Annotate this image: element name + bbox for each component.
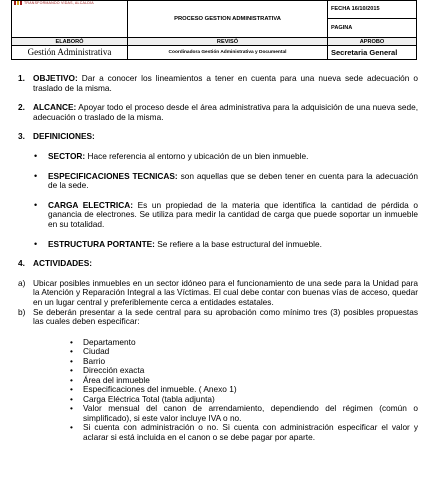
reviso-value: Coordinadora Gestión Administrativa y Documental xyxy=(128,46,328,60)
organization-logo xyxy=(12,1,127,37)
definition-term: ESTRUCTURA PORTANTE: xyxy=(48,238,155,249)
definitions-list xyxy=(34,152,418,249)
alcance-label: ALCANCE: xyxy=(33,102,77,113)
bullet: • xyxy=(34,150,38,161)
activity-letter: b) xyxy=(18,306,26,317)
objetivo-label: OBJETIVO: xyxy=(33,73,78,83)
section-number: 4. xyxy=(18,258,25,269)
bullet: • xyxy=(70,374,73,385)
bullet: • xyxy=(34,238,38,249)
bullet: • xyxy=(70,393,73,404)
reviso-header: REVISÓ xyxy=(128,38,328,46)
list-item-text: Barrio xyxy=(83,355,106,366)
objetivo-section xyxy=(18,74,418,93)
page-field: PAGINA xyxy=(328,18,417,37)
definition-text: Es un propiedad de la materia que identifica la cantidad de pérdida o ganancia de electrones. Se utiliza para medir la cantidad de carga que puede soportar un inmueble en su totalidad. xyxy=(48,199,418,229)
list-item-text: Dirección exacta xyxy=(83,365,145,376)
list-item-text: Valor mensual del canon de arrendamiento, dependiendo del régimen (común o simplificado), si este valor incluye IVA o no. xyxy=(83,403,418,423)
definition-term: SECTOR: xyxy=(48,150,86,161)
list-item xyxy=(70,347,418,357)
bullet: • xyxy=(70,336,73,347)
section-number: 3. xyxy=(18,131,25,142)
activity-item xyxy=(18,308,418,327)
definition-item xyxy=(34,201,418,230)
activity-text: Ubicar posibles inmuebles en un sector idóneo para el funcionamiento de una sede para la Unidad para la Atención y Reparación Integral a las Víctimas. El cual debe contar con buenas vías de acceso, quedar en un lugar central y preferiblemente cerca a entidades estatales. xyxy=(33,277,418,307)
section-number: 2. xyxy=(18,102,25,113)
list-item xyxy=(70,423,418,442)
activity-item xyxy=(18,279,418,308)
list-item-text: Ciudad xyxy=(83,346,110,357)
bullet: • xyxy=(34,170,38,181)
actividades-heading xyxy=(18,259,418,269)
definition-term: ESPECIFICACIONES TECNICAS: xyxy=(48,170,178,181)
definition-text: son aquellas que se deben tener en cuenta para la adecuación de la sede. xyxy=(48,170,419,191)
elaboro-header: ELABORÓ xyxy=(12,38,128,46)
document-header-table xyxy=(11,0,417,60)
bullet: • xyxy=(34,199,38,210)
definiciones-heading xyxy=(18,132,418,142)
specification-list xyxy=(70,338,418,443)
elaboro-value: Gestión Administrativa xyxy=(12,46,128,60)
definition-item xyxy=(34,152,418,162)
alcance-text: Apoyar todo el proceso desde el área administrativa para la adquisición de una nueva sede, adecuación o traslado de la misma. xyxy=(33,102,418,122)
list-item-text: Carga Eléctrica Total (tabla adjunta) xyxy=(83,393,215,404)
bullet: • xyxy=(70,403,73,414)
activity-text: Se deberán presentar a la sede central para su aprobación como mínimo tres (3) posibles propuestas las cuales deben especificar: xyxy=(33,306,418,327)
definition-text: Se refiere a la base estructural del inmueble. xyxy=(154,238,322,249)
alcance-section xyxy=(18,103,418,122)
bullet: • xyxy=(70,422,73,433)
actividades-label: ACTIVIDADES: xyxy=(33,258,93,269)
list-item-text: Área del inmueble xyxy=(83,374,150,385)
bullet: • xyxy=(70,355,73,366)
date-field: FECHA 16/10/2015 xyxy=(328,1,417,19)
list-item xyxy=(70,338,418,348)
definiciones-label: DEFINICIONES: xyxy=(33,131,95,142)
logo-text: TRANSFORMANDO VIDAS, ALCALDÍA xyxy=(24,1,94,5)
definition-term: CARGA ELECTRICA: xyxy=(48,199,133,210)
list-item xyxy=(70,404,418,423)
logo-cell xyxy=(12,1,128,38)
list-item-text: Especificaciones del inmueble. ( Anexo 1) xyxy=(83,384,237,395)
bullet: • xyxy=(70,365,73,376)
section-number: 1. xyxy=(18,73,25,83)
aprobo-header: APROBO xyxy=(328,38,417,46)
definition-item xyxy=(34,240,418,250)
document-body xyxy=(18,74,418,442)
bullet: • xyxy=(70,346,73,357)
objetivo-text: Dar a conocer los lineamientos a tener en cuenta para una nueva sede adecuación o traslado de la misma. xyxy=(33,73,418,93)
list-item-text: Departamento xyxy=(83,336,136,347)
activity-letter: a) xyxy=(18,277,26,288)
process-title: PROCESO GESTION ADMINISTRATIVA xyxy=(128,1,328,38)
bullet: • xyxy=(70,384,73,395)
definition-item xyxy=(34,172,418,191)
aprobo-value: Secretaria General xyxy=(328,46,417,60)
definition-text: Hace referencia al entorno y ubicación de un bien inmueble. xyxy=(85,150,309,161)
list-item-text: Si cuenta con administración o no. Si cuenta con administración especificar el valor y aclarar si está incluida en el canon o se debe pagar por aparte. xyxy=(83,422,418,442)
